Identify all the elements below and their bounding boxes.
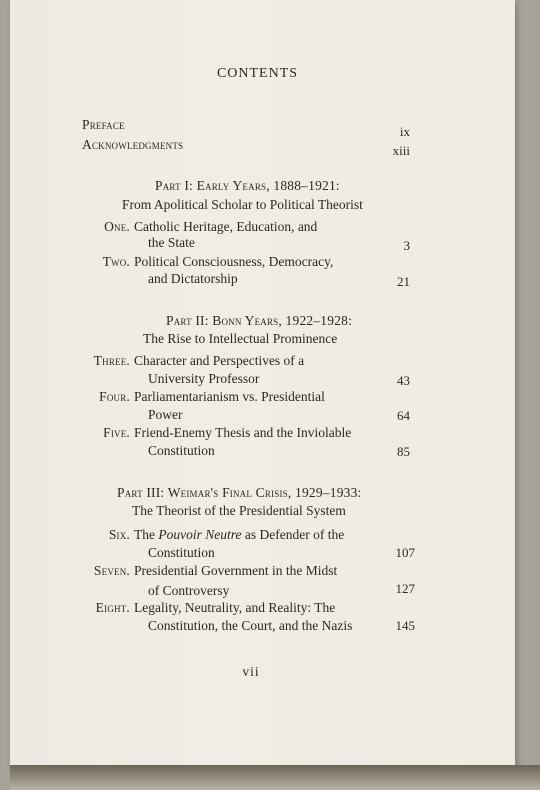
ch6-page: 107 <box>395 545 415 560</box>
ch6-title-italic: Pouvoir Neutre <box>158 527 242 542</box>
toc-acknowledgments-page: xiii <box>392 143 410 158</box>
ch2-title-line1: Political Consciousness, Democracy, <box>134 254 334 269</box>
toc-preface-label: Preface <box>82 117 125 132</box>
page-folio: vii <box>242 664 260 679</box>
ch6-title-a: The <box>134 527 159 542</box>
ch6-number: Six. <box>108 527 130 542</box>
page-title: CONTENTS <box>216 66 299 81</box>
part3-heading: Part III: Weimar's Final Crisis, 1929–1933: <box>117 485 362 500</box>
ch5-title-line1: Friend-Enemy Thesis and the Inviolable <box>134 425 352 440</box>
ch2-page: 21 <box>397 274 410 289</box>
ch7-page: 127 <box>395 581 415 596</box>
toc-acknowledgments-label: Acknowledgments <box>82 137 184 152</box>
part1-heading: Part I: Early Years, 1888–1921: <box>155 178 340 193</box>
ch4-title-line1: Parliamentarianism vs. Presidential <box>134 389 325 404</box>
ch1-title-line2: the State <box>148 235 195 250</box>
part3-subheading: The Theorist of the Presidential System <box>132 503 346 518</box>
ch5-page: 85 <box>397 444 410 459</box>
ch6-title-line2: Constitution <box>148 545 215 560</box>
ch1-number: One. <box>104 219 130 234</box>
ch8-number: Eight. <box>95 600 130 615</box>
part2-subheading: The Rise to Intellectual Prominence <box>143 331 338 346</box>
ch5-number: Five. <box>103 425 130 440</box>
ch4-page: 64 <box>397 408 410 423</box>
ch4-title-line2: Power <box>148 407 183 422</box>
ch5-title-line2: Constitution <box>148 443 215 458</box>
ch6-title-line1 <box>134 527 344 543</box>
ch8-title-line1: Legality, Neutrality, and Reality: The <box>134 600 336 615</box>
ch7-number: Seven. <box>93 563 130 578</box>
ch8-page: 145 <box>395 618 415 633</box>
page-stack-edge <box>10 765 540 790</box>
ch1-title-line1: Catholic Heritage, Education, and <box>134 219 318 234</box>
ch3-number: Three. <box>93 353 130 368</box>
book-page <box>10 0 515 768</box>
ch4-number: Four. <box>99 389 130 404</box>
part2-heading: Part II: Bonn Years, 1922–1928: <box>166 313 353 328</box>
ch8-title-line2: Constitution, the Court, and the Nazis <box>148 618 353 633</box>
ch7-title-line2: of Controversy <box>148 583 230 598</box>
part1-subheading: From Apolitical Scholar to Political Theorist <box>122 197 363 212</box>
ch3-title-line1: Character and Perspectives of a <box>134 353 305 368</box>
ch6-title-c: as Defender of the <box>241 527 345 542</box>
ch2-number: Two. <box>102 254 130 269</box>
ch3-title-line2: University Professor <box>148 371 260 386</box>
ch7-title-line1: Presidential Government in the Midst <box>134 563 338 578</box>
ch2-title-line2: and Dictatorship <box>148 271 238 286</box>
ch1-page: 3 <box>403 238 410 253</box>
ch3-page: 43 <box>397 373 410 388</box>
toc-preface-page: ix <box>399 124 410 139</box>
